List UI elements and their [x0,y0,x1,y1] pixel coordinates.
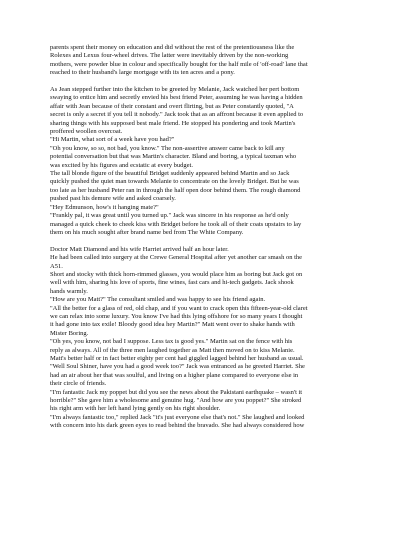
text-line: "I'm always fantastic too," replied Jack "it's just everyone else that's not." She laughed and looked [50,413,305,421]
paragraph [50,44,376,78]
text-line: too late as her husband Peter ran in through the half open door behind them. The rough diamond [50,186,301,194]
text-line: managed a quick cheek to cheek kiss with Bridget before he took all of their coats upstairs to lay [50,220,302,228]
text-line: potential conversation but that was Martin's character. Bland and boring, a typical taxman who [50,153,297,161]
text-line: their circle of friends. [50,380,107,388]
text-line: reply as always. All of the three men laughed together as Matt then moved on to kiss Melanie. [50,346,295,354]
text-line: Matt's better half or in fact better eighty per cent had giggled lagged behind her husband as usual. [50,355,304,362]
text-line: them on his much sought after brand name bed from The White Company. [50,228,244,236]
text-line: it had gone into tax exile! Bloody good idea hey Martin?" Matt went over to shake hands with [50,321,295,329]
text-line: As Jean stepped further into the kitchen to be greeted by Melanie, Jack watched her pert bottom [50,86,300,94]
text-line: Rolexes and Lexus four-wheel drives. The latter were inevitably driven by the non-working [50,52,289,60]
text-line: Doctor Matt Diamond and his wife Harriet arrived half an hour later. [50,245,229,253]
text-line: had an air about her that was soulful, and living on a higher plane compared to everyone else in [50,371,299,379]
text-line: A51. [50,262,63,270]
text-line: Short and stocky with thick horn-rimmed glasses, you would place him as boring but Jack got on [50,270,303,278]
text-line: horrible?" She gave him a wholesome and genuine hug. "And how are you poppet?" She stroked [50,397,302,405]
text-line: swaying to entice him and secretly envied his best friend Peter, assuming he was having a hidden [50,94,303,102]
text-line: parents spent their money on education and did without the rest of the pretentiousness like the [50,44,295,51]
text-line: "Well Soul Shiner, have you had a good week too?" Jack was entranced as he greeted Harriet. She [50,363,305,371]
text-line: reached to their husband's large mortgage with its ten acres and a pony. [50,69,235,77]
text-line: affair with Jean because of their constant and overt flirting, but as Peter constantly quoted, "A [50,102,294,110]
text-line: "Hi Martin, what sort of a week have you had?" [50,136,175,144]
text-line: "Hey Edmunson, how's it hanging mate?" [50,203,159,211]
text-line: was excited by his figures and ecstatic at every budget. [50,161,193,169]
text-line: pushed past his demure wife and asked coarsely. [50,195,176,203]
text-line: proffered woollen overcoat. [50,128,123,136]
text-line: The tall blonde figure of the beautiful Bridget suddenly appeared behind Martin and so Jack [50,170,290,178]
text-line: "Frankly pal, it was great until you turned up." Jack was sincere in his response as he'd only [50,212,289,220]
paragraph [50,246,376,431]
text-line: Mister Boring. [50,329,89,337]
text-line: "All the better for a glass of red, old chap, and if you want to crack open this fifteen-year-old claret [50,304,308,312]
text-line: He had been called into surgery at the Crewe General Hospital after yet another car smash on the [50,254,303,262]
text-line: we can relax into some luxury. You know I've had this lying offshore for so many years I thought [50,312,303,320]
text-line: hands warmly. [50,287,88,295]
text-line: "Oh you know, so so, not bad, you know." The non-assertive answer came back to kill any [50,144,285,152]
text-line: his right arm with her left hand lying gently on his right shoulder. [50,405,221,413]
text-line: well with him, sharing his love of sports, fine wines, fast cars and hi-tech gadgets. Jack shook [50,279,294,287]
text-line: "Oh yes, you know, not bad I suppose. Less tax is good yes." Martin sat on the fence with his [50,338,293,346]
text-line: mothers, were powder blue in colour and specifically bought for the half mile of 'off-road' lane that [50,60,308,68]
text-line: quickly pushed the quiet man towards Melanie to concentrate on the lovely Bridget. But he was [50,178,299,186]
paragraph [50,86,376,237]
text-line: "I'm fantastic Jack my poppet but did you see the news about the Pakistani earthquake – wasn't it [50,388,303,396]
text-line: sharing things with his supposed best male friend. He stopped his pondering and took Martin's [50,119,296,127]
text-line: with concern into his dark green eyes to read behind the bravado. She had always considered how [50,422,305,430]
text-line: "How are you Matt?" The consultant smiled and was happy to see his friend again. [50,296,266,304]
text-line: secret is only a secret if you tell it nobody." Jack took that as an affront because it even applied to [50,111,304,119]
